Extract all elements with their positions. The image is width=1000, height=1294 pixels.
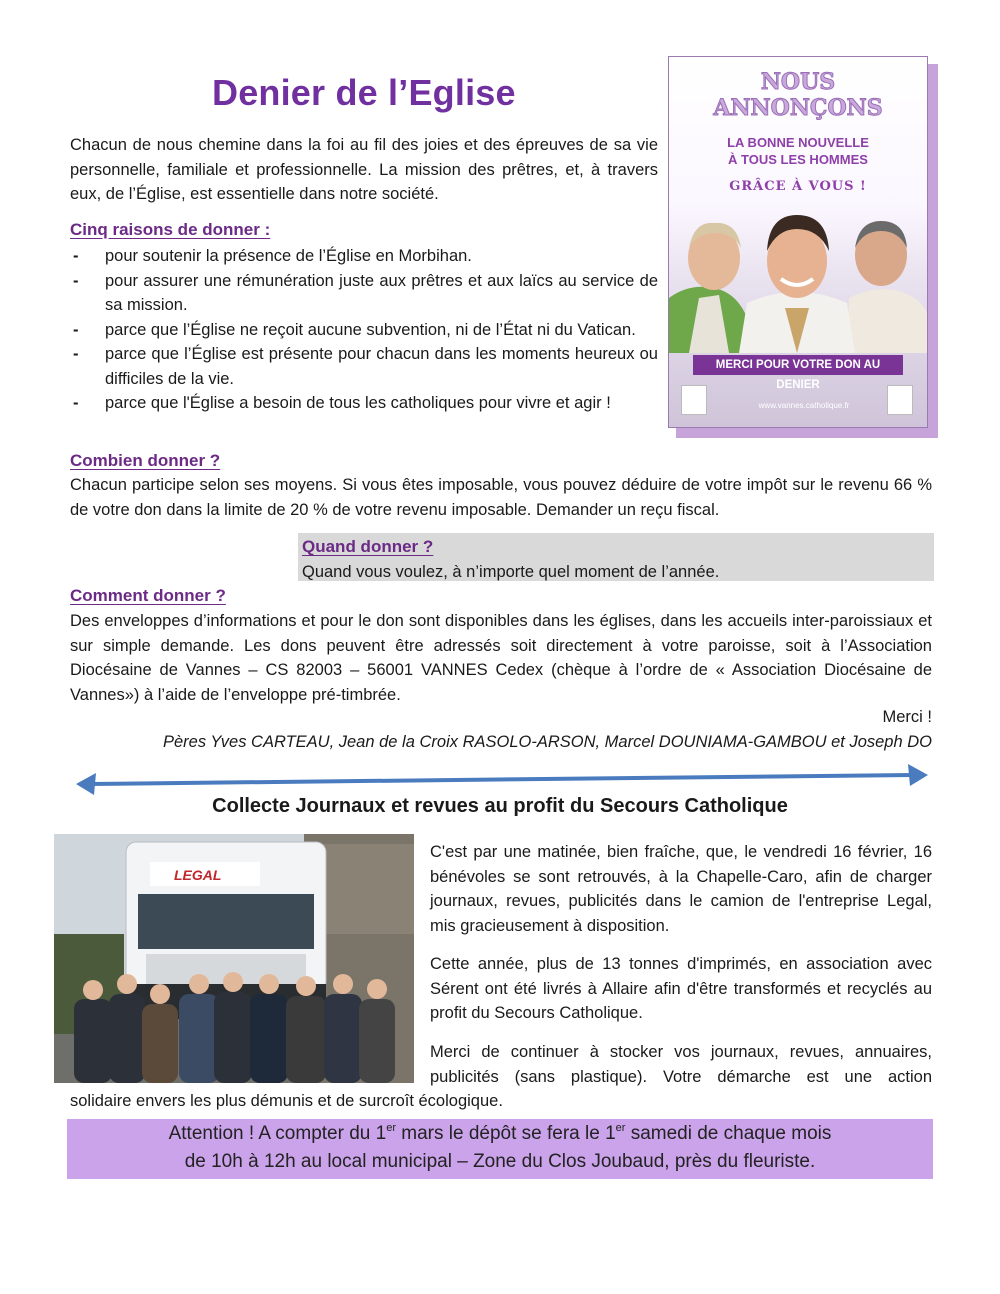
collect-title: Collecte Journaux et revues au profit du Secours Catholique [212, 795, 788, 817]
diocese-logo-icon [681, 385, 707, 415]
reason-text: parce que l'Église a besoin de tous les catholiques pour vivre et agir ! [105, 394, 611, 412]
poster-url: www.vannes.catholique.fr [758, 401, 850, 410]
poster-line: GRÂCE À VOUS ! [729, 179, 867, 194]
double-arrow-divider [74, 764, 930, 798]
list-item [70, 342, 658, 391]
denier-poster [668, 56, 928, 428]
list-item [70, 391, 658, 416]
collect-paragraph-3-end: solidaire envers les plus démunis et de surcroît écologique. [70, 1092, 503, 1110]
reason-text: pour assurer une rémunération juste aux prêtres et aux laïcs au service de sa mission. [105, 271, 658, 314]
poster-line: À TOUS LES HOMMES [728, 152, 868, 167]
intro-paragraph: Chacun de nous chemine dans la foi au fil des joies et des épreuves de sa vie personnelle, familiale et professionnelle. La mission des prêtres, et, à travers eux, de l’Église, est essentielle dans notre société. [70, 136, 658, 203]
collect-paragraph-2: Cette année, plus de 13 tonnes d'imprimés, en association avec Sérent ont été livrés à Allaire afin d'être transformés et recyclés au profit du Secours Catholique. [430, 955, 932, 1022]
notice-line-1: Attention ! A compter du 1er mars le dépôt se fera le 1er samedi de chaque mois [168, 1122, 832, 1144]
reasons-list [70, 244, 658, 416]
bullet-dash: - [73, 271, 79, 290]
bullet-dash: - [73, 247, 79, 265]
collect-paragraph-1: C'est par une matinée, bien fraîche, que, le vendredi 16 février, 16 bénévoles se sont retrouvés, à la Chapelle-Caro, afin de charger journaux, revues, publicités dans le camion de l'entreprise Legal, mis gracieusement à disposition. [430, 843, 932, 935]
when-text: Quand vous voulez, à n’importe quel moment de l’année. [302, 563, 720, 581]
bullet-dash: - [73, 394, 79, 412]
how-heading: Comment donner ? [70, 586, 226, 605]
reason-text: parce que l’Église est présente pour chacun dans les moments heureux ou difficiles de la vie. [105, 345, 658, 388]
notice-line-2: de 10h à 12h au local municipal – Zone du Clos Joubaud, près du fleuriste. [184, 1151, 816, 1172]
thanks-text: Merci ! [882, 708, 932, 726]
poster-line: NOUS [760, 69, 836, 95]
priests-illustration [669, 203, 927, 353]
notice-box [67, 1119, 933, 1179]
how-text: Des enveloppes d’informations et pour le don sont disponibles dans les églises, dans les accueils inter-paroissiaux et sur simple demande. Les dons peuvent être adressés soit directement à votre paroisse, soit à l’Association Diocésaine de Vannes – CS 82003 – 56001 VANNES Cedex (chèque à l’ordre de « Association Diocésaine de Vannes») à l’aide de l’enveloppe pré-timbrée. [70, 612, 932, 704]
collect-paragraph-3: Merci de continuer à stocker vos journaux, revues, annuaires, publicités (sans plastique). Votre démarche est une action [430, 1043, 932, 1086]
signature: Pères Yves CARTEAU, Jean de la Croix RASOLO-ARSON, Marcel DOUNIAMA-GAMBOU et Joseph DO [163, 733, 932, 751]
list-item [70, 244, 658, 269]
how-much-text: Chacun participe selon ses moyens. Si vous êtes imposable, vous pouvez déduire de votre impôt sur le revenu 66 % de votre don dans la limite de 20 % de votre revenu imposable. Demander un reçu fiscal. [70, 476, 932, 519]
when-heading: Quand donner ? [302, 537, 434, 556]
bullet-dash: - [73, 320, 79, 339]
poster-line: LA BONNE NOUVELLE [727, 135, 869, 150]
reason-text: pour soutenir la présence de l’Église en Morbihan. [105, 247, 472, 265]
bullet-dash: - [73, 345, 79, 363]
page-title: Denier de l’Eglise [212, 72, 516, 113]
poster-banner: MERCI POUR VOTRE DON AU DENIER [693, 355, 903, 375]
list-item [70, 269, 658, 318]
list-item [70, 318, 658, 343]
reasons-heading: Cinq raisons de donner : [70, 220, 271, 239]
denier-logo-icon [887, 385, 913, 415]
how-much-heading: Combien donner ? [70, 451, 221, 470]
truck-logo: LEGAL [174, 867, 222, 883]
reason-text: parce que l’Église ne reçoit aucune subvention, ni de l’État ni du Vatican. [105, 320, 636, 339]
volunteers-photo [54, 834, 414, 1083]
poster-line: ANNONÇONS [713, 95, 883, 121]
